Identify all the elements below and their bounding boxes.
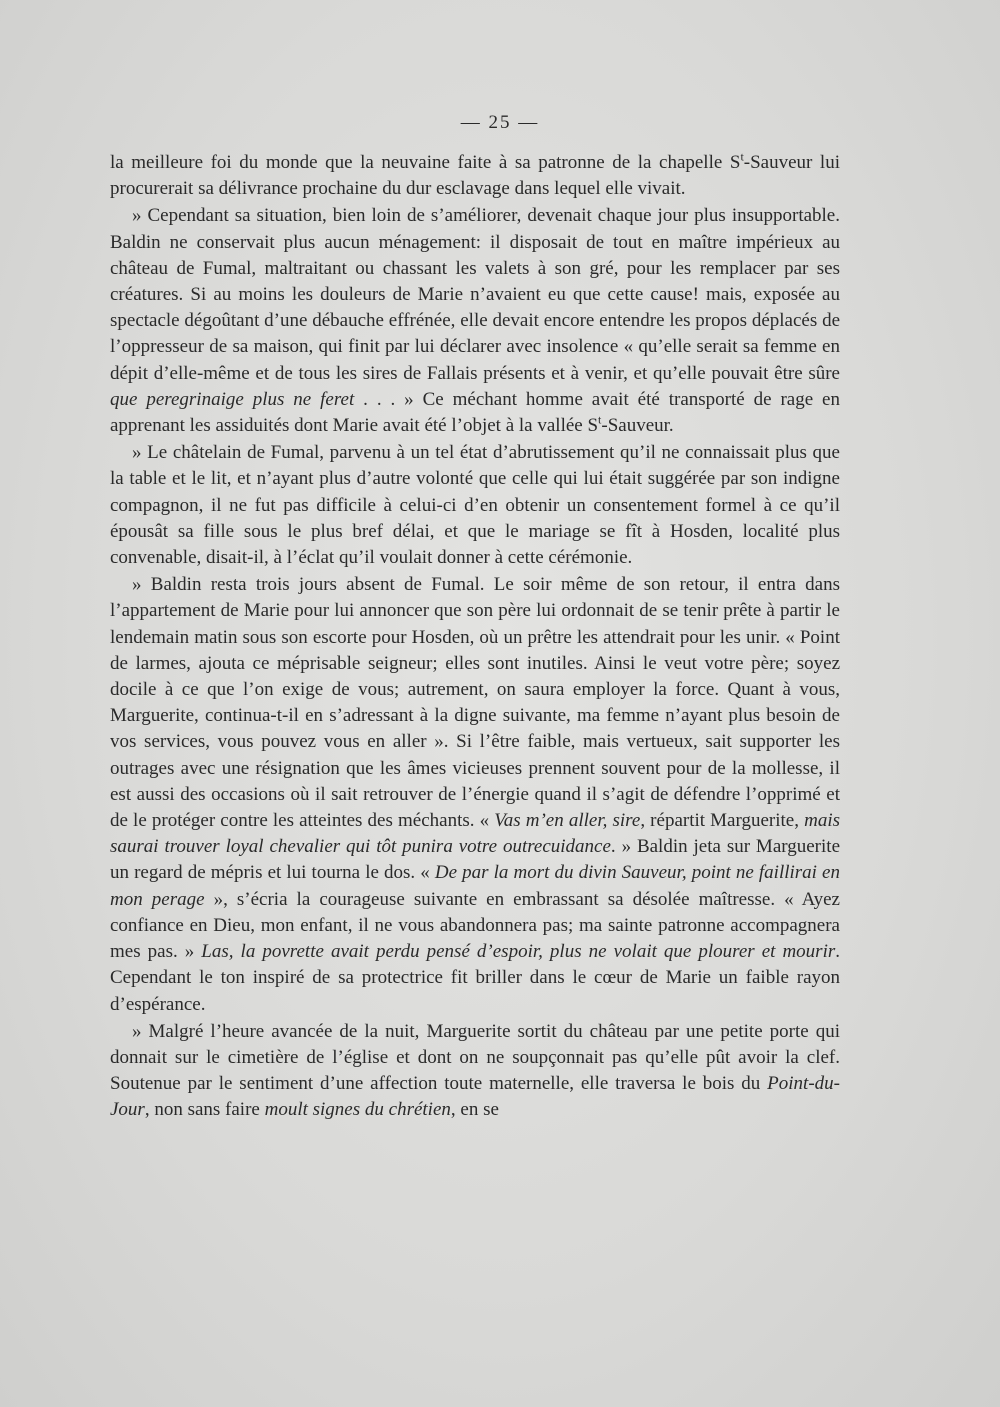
text-run: », s’écria la courageuse suivante en embrassant sa désolée maîtresse. « Ayez confiance en Dieu, mon enfant, il ne vous abandonnera pas; ma sainte patronne accompagnera mes pas. » <box>110 888 840 963</box>
text-run: , répartit Marguerite, <box>640 810 805 832</box>
superscript: t <box>598 412 602 427</box>
text-run: . . . » Ce méchant homme avait été transporté de rage en apprenant les assiduités dont Marie avait été l’objet à la vallée S <box>110 388 840 437</box>
paragraph <box>110 150 840 202</box>
text-run: la meilleure foi du monde que la neuvaine faite à sa patronne de la chapelle S <box>110 152 741 173</box>
italic-text: Vas m’en aller, sire <box>494 810 641 832</box>
italic-text: que peregrinaige plus ne feret <box>110 388 355 410</box>
text-run: » Cependant sa situation, bien loin de s’améliorer, devenait chaque jour plus insupportable. Baldin ne conservait plus aucun ménagement: il disposait de tout en maître impérieux au château de Fumal, maltraitant ou chassant les valets à son gré, pour les remplacer par ses créatures. Si au moins les douleurs de Marie n’avaient eu que cette cause! mais, exposée au spectacle dégoûtant d’une débauche effrénée, elle devait encore entendre les propos déplacés de l’oppresseur de sa maison, qui finit par lui déclarer avec insolence « qu’elle serait sa femme en dépit d’elle-même et de tous les sires de Fallais présents et à venir, et qu’elle pouvait être sûre <box>110 205 840 384</box>
italic-text: Point-du-Jour <box>110 1073 840 1121</box>
superscript: t <box>740 149 744 164</box>
paragraph <box>110 1019 840 1124</box>
text-run: , en se <box>450 1099 499 1121</box>
text-run: . Cependant le ton inspiré de sa protectrice fit briller dans le cœur de Marie un faible rayon d’espérance. <box>110 941 840 1015</box>
text-run: -Sauveur. <box>601 415 674 437</box>
italic-text: moult signes du chrétien <box>264 1099 451 1121</box>
italic-text: De par la mort du divin Sauveur, point ne faillirai en mon perage <box>110 862 840 910</box>
text-run: . » Baldin jeta sur Marguerite un regard de mépris et lui tourna le dos. « <box>110 836 840 884</box>
text-run: » Le châtelain de Fumal, parvenu à un tel état d’abrutissement qu’il ne connaissait plus que la table et le lit, et n’ayant plus d’autre volonté que celle qui lui était suggérée par son indigne compagnon, il ne fut pas difficile à celui-ci d’en obtenir un consentement formel à ce qu’il épousât sa fille sous le plus bref délai, et que le mariage se fît à Hosden, localité plus convenable, disait-il, à l’éclat qu’il voulait donner à cette cérémonie. <box>110 442 840 569</box>
paragraph <box>110 203 840 439</box>
italic-text: Las, la povrette avait perdu pensé d’espoir, plus ne volait que plourer et mourir <box>201 941 836 963</box>
text-run: -Sauveur lui procurerait sa délivrance prochaine du dur esclavage dans lequel elle vivait. <box>110 152 840 200</box>
paragraph <box>110 572 840 1017</box>
body-text <box>110 150 840 1124</box>
paragraph <box>110 440 840 571</box>
page-number: — 25 — <box>460 112 540 133</box>
italic-text: mais saurai trouver loyal chevalier qui tôt punira votre outrecuidance <box>110 810 840 858</box>
text-run: » Baldin resta trois jours absent de Fumal. Le soir même de son retour, il entra dans l’appartement de Marie pour lui annoncer que son père lui ordonnait de se tenir prête à partir le lendemain matin sous son escorte pour Hosden, où un prêtre les attendrait pour les unir. « Point de larmes, ajouta ce méprisable seigneur; elles sont inutiles. Ainsi le veut votre père; soyez docile à ce que l’on exige de vous; autrement, on saura employer la force. Quant à vous, Marguerite, continua-t-il en s’adressant à la digne suivante, ma femme n’ayant plus besoin de vos services, vous pouvez vous en aller ». Si l’être faible, mais vertueux, sait supporter les outrages avec une résignation que les âmes vicieuses prennent souvent pour de la mollesse, il est aussi des occasions où il sait retrouver de l’énergie quand il s’agit de défendre l’opprimé et de le protéger contre les atteintes des méchants. « <box>110 574 840 832</box>
text-run: » Malgré l’heure avancée de la nuit, Marguerite sortit du château par une petite porte qui donnait sur le cimetière de l’église et dont on ne soupçonnait pas qu’elle pût avoir la clef. Soutenue par le sentiment d’une affection toute maternelle, elle traversa le bois du <box>110 1020 840 1095</box>
text-run: , non sans faire <box>144 1099 265 1121</box>
